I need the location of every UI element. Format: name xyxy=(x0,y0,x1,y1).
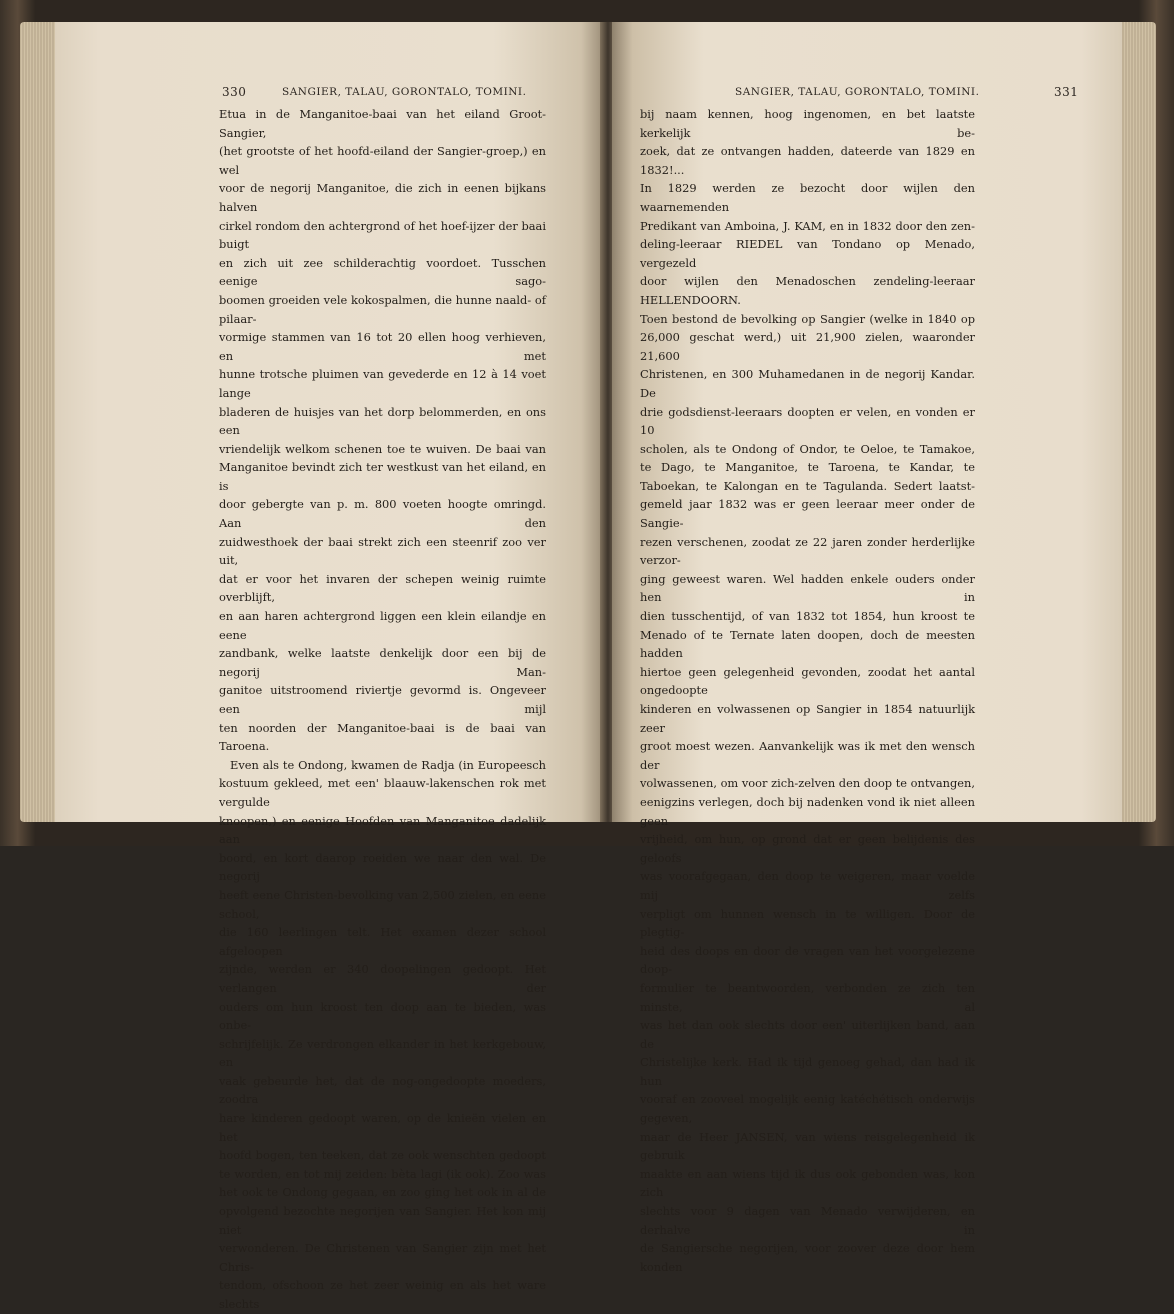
text-line: Taboekan, te Kalongan en te Tagulanda. Sedert laatst- xyxy=(640,478,975,493)
right-page-header xyxy=(735,86,1095,102)
text-line: Menado of te Ternate laten doopen, doch de meesten hadden xyxy=(640,627,975,661)
text-line: hiertoe geen gelegenheid gevonden, zoodat het aantal ongedoopte xyxy=(640,664,975,698)
text-line: boord, en kort daarop roeiden we naar den wal. De negorij xyxy=(219,850,546,884)
text-line: vaak gebeurde het, dat de nog-ongedoopte moeders, zoodra xyxy=(219,1073,546,1107)
text-line: knoopen,) en eenige Hoofden van Manganitoe dadelijk aan xyxy=(219,813,546,847)
running-head: SANGIER, TALAU, GORONTALO, TOMINI. xyxy=(282,86,527,98)
text-line: heeft eene Christen-bevolking van 2,500 zielen, en eene school, xyxy=(219,887,546,921)
text-line: kinderen en volwassenen op Sangier in 1854 natuurlijk zeer xyxy=(640,702,975,735)
text-line: zoek, dat ze ontvangen hadden, dateerde van 1829 en 1832!... xyxy=(640,144,975,177)
page-number: 331 xyxy=(1054,85,1079,99)
left-page xyxy=(55,22,603,1311)
text-line: zuidwesthoek der baai strekt zich een steenrif zoo ver uit, xyxy=(219,534,546,568)
text-line: drie godsdienst-leeraars doopten er velen, en vonden er 10 xyxy=(640,404,975,438)
text-line: vriendelijk welkom schenen toe te wuiven. De baai van xyxy=(219,441,546,456)
text-line: en zich uit zee schilderachtig voordoet. Tusschen eenige sago- xyxy=(219,255,546,289)
text-line: tendom, ofschoon ze het zeer weinig en als het ware slechts xyxy=(219,1278,546,1311)
text-line: vrijheid, om hun, op grond dat er geen belijdenis des geloofs xyxy=(640,832,975,865)
text-line: zijnde, werden er 340 doopelingen gedoopt. Het verlangen der xyxy=(219,962,546,995)
text-line: volwassenen, om voor zich-zelven den doop te ontvangen, xyxy=(640,776,975,791)
text-line: Predikant van Amboina, J. KAM, en in 1832 door den zen- xyxy=(640,218,975,233)
text-line: verpligt om hunnen wensch in te willigen. Door de plegtig- xyxy=(640,906,975,940)
text-line: ganitoe uitstroomend riviertje gevormd is. Ongeveer een mijl xyxy=(219,683,546,716)
text-line: hunne trotsche pluimen van gevederde en 12 à 14 voet lange xyxy=(219,367,546,400)
text-line: verwonderen. De Christenen van Sangier zijn met het Chris- xyxy=(219,1241,546,1274)
page-number: 330 xyxy=(222,85,247,99)
text-line: heid des doops en door de vragen van het voorgelezene doop- xyxy=(640,943,975,977)
text-line: groot moest wezen. Aanvankelijk was ik met den wensch der xyxy=(640,739,975,772)
text-line: rezen verschenen, zoodat ze 22 jaren zonder herderlijke verzor- xyxy=(640,534,975,568)
text-line: voor de negorij Manganitoe, die zich in eenen bijkans halven xyxy=(219,181,546,214)
text-line: Etua in de Manganitoe-baai van het eiland Groot-Sangier, xyxy=(219,107,546,140)
text-line: In 1829 werden ze bezocht door wijlen den waarnemenden xyxy=(640,181,975,214)
running-head: SANGIER, TALAU, GORONTALO, TOMINI. xyxy=(735,86,980,98)
text-line: boomen groeiden vele kokospalmen, die hunne naald- of pilaar- xyxy=(219,292,546,326)
text-line: slechts voor 9 dagen van Menado verwijderen, en derhalve in xyxy=(640,1204,975,1237)
text-line: de Sangiersche negorijen, voor zoover deze door hem konden xyxy=(640,1241,975,1274)
right-page xyxy=(612,22,1122,1274)
right-page-text xyxy=(640,105,975,1276)
text-line: en aan haren achtergrond liggen een klein eilandje en eene xyxy=(219,609,546,642)
text-line: maakte en aan wiens tijd ik dus ook gebonden was, kon zich xyxy=(640,1166,975,1200)
text-line: Christelijke kerk. Had ik tijd genoeg gehad, dan had ik hun xyxy=(640,1055,975,1088)
text-line: te Dago, te Manganitoe, te Taroena, te Kandar, te xyxy=(640,460,975,475)
text-line: gemeld jaar 1832 was er geen leeraar meer onder de Sangie- xyxy=(640,497,975,531)
text-line: 26,000 geschat werd,) uit 21,900 zielen, waaronder 21,600 xyxy=(640,330,975,363)
text-line: deling-leeraar RIEDEL van Tondano op Menado, vergezeld xyxy=(640,237,975,270)
text-line: zandbank, welke laatste denkelijk door een bij de negorij Man- xyxy=(219,646,546,679)
text-line: kostuum gekleed, met een' blaauw-lakenschen rok met vergulde xyxy=(219,776,546,809)
left-page-text xyxy=(219,105,546,1314)
text-line: die 160 leerlingen telt. Het examen dezer school afgeloopen xyxy=(219,925,546,958)
text-line: Manganitoe bevindt zich ter westkust van het eiland, en is xyxy=(219,460,546,493)
text-line: vormige stammen van 16 tot 20 ellen hoog verhieven, en met xyxy=(219,330,546,363)
text-line: was voorafgegaan, den doop te weigeren, maar voelde mij zelfs xyxy=(640,869,975,902)
text-line: bladeren de huisjes van het dorp belommerden, en ons een xyxy=(219,404,546,438)
left-page-header xyxy=(222,86,542,102)
text-line: hoofd bogen, ten teeken, dat ze ook wenschten gedoopt xyxy=(219,1148,546,1163)
text-line: eenigzins verlegen, doch bij nadenken vond ik niet alleen geen xyxy=(640,794,975,828)
text-line: Toen bestond de bevolking op Sangier (welke in 1840 op xyxy=(640,311,975,326)
text-line: maar de Heer JANSEN, van wiens reisgelegenheid ik gebruik xyxy=(640,1129,975,1163)
text-line: ouders om hun kroost ten doop aan te bieden, was onbe- xyxy=(219,999,546,1033)
text-line: het ook te Ondong gegaan, en zoo ging het ook in al de xyxy=(219,1185,546,1200)
text-line: dat er voor het invaren der schepen weinig ruimte overblijft, xyxy=(219,571,546,605)
text-line: opvolgend bezochte negorijen van Sangier. Het kon mij niet xyxy=(219,1204,546,1237)
page-edges-left xyxy=(20,22,58,822)
text-line: ging geweest waren. Wel hadden enkele ouders onder hen in xyxy=(640,571,975,605)
text-line: Even als te Ondong, kwamen de Radja (in Europeesch xyxy=(230,757,546,772)
text-line: ten noorden der Manganitoe-baai is de baai van Taroena. xyxy=(219,720,546,754)
text-line: vooraf en zooveel mogelijk eenig katéchétisch onderwijs gegeven, xyxy=(640,1092,975,1126)
text-line: schrijfelijk. Ze verdrongen elkander in het kerkgebouw, en xyxy=(219,1036,546,1070)
text-line: door gebergte van p. m. 800 voeten hoogte omringd. Aan den xyxy=(219,497,546,531)
text-line: (het grootste of het hoofd-eiland der Sangier-groep,) en wel xyxy=(219,144,546,177)
text-line: dien tusschentijd, of van 1832 tot 1854, hun kroost te xyxy=(640,609,975,624)
page-edges-right xyxy=(1120,22,1156,822)
text-line: cirkel rondom den achtergrond of het hoef-ijzer der baai buigt xyxy=(219,218,546,252)
text-line: door wijlen den Menadoschen zendeling-leeraar HELLENDOORN. xyxy=(640,274,975,307)
text-line: Christenen, en 300 Muhamedanen in de negorij Kandar. De xyxy=(640,367,975,400)
text-line: formulier te beantwoorden, verbonden ze zich ten minste, al xyxy=(640,980,975,1014)
text-line: was het dan ook slechts door een' uiterlijken band, aan de xyxy=(640,1018,975,1051)
text-line: te worden, en tot mij zeiden: bèta lagi (ik ook). Zoo was xyxy=(219,1166,546,1181)
text-line: bij naam kennen, hoog ingenomen, en bet laatste kerkelijk be- xyxy=(640,107,975,140)
text-line: hare kinderen gedoopt waren, op de knieën vielen en het xyxy=(219,1111,546,1144)
text-line: scholen, als te Ondong of Ondor, te Oeloe, te Tamakoe, xyxy=(640,441,975,456)
